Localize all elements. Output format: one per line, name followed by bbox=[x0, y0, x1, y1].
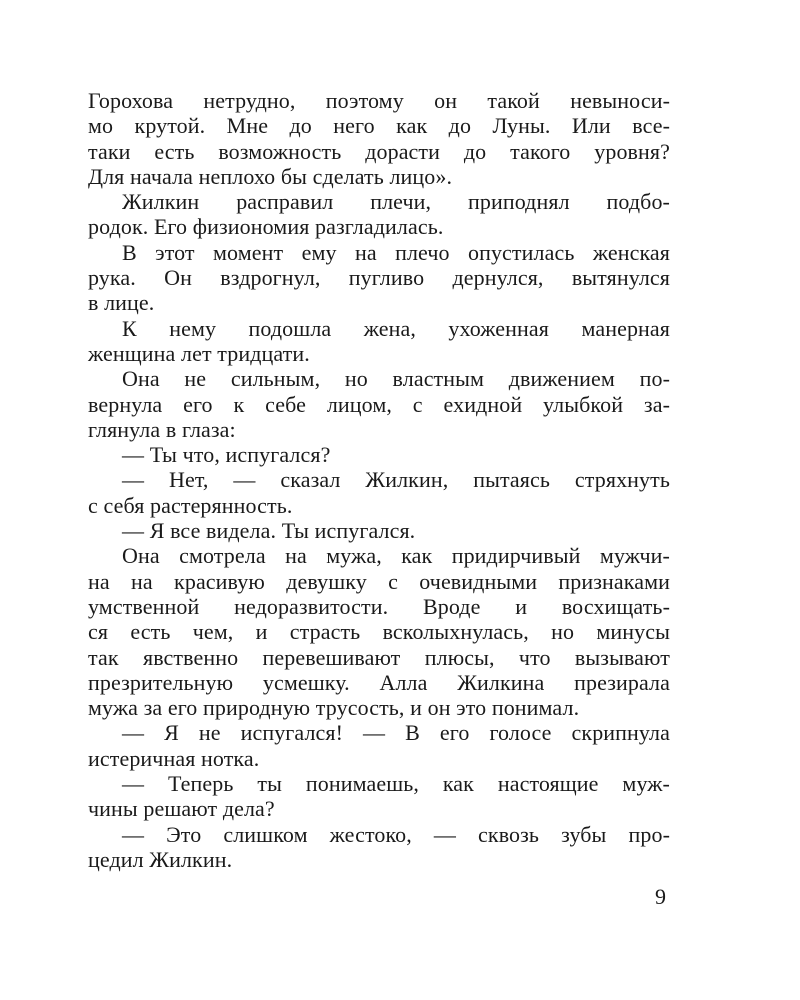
text-line: с себя растерянность. bbox=[88, 492, 293, 518]
text-line: презрительную усмешку. Алла Жилкина презирала bbox=[88, 669, 670, 695]
dialogue-line: — Ты что, испугался? bbox=[122, 442, 331, 468]
text-line: Жилкин расправил плечи, приподнял подбо- bbox=[122, 189, 670, 215]
text-line: глянула в глаза: bbox=[88, 416, 236, 442]
text-line: женщина лет тридцати. bbox=[88, 340, 310, 366]
text-line: Она смотрела на мужа, как придирчивый мужчи- bbox=[122, 543, 670, 569]
text-line: мужа за его природную трусость, и он это понимал. bbox=[88, 695, 580, 721]
text-line: Она не сильным, но властным движением по- bbox=[122, 366, 670, 392]
text-line: мо крутой. Мне до него как до Луны. Или все- bbox=[88, 113, 670, 139]
dialogue-line: — Я все видела. Ты испугался. bbox=[122, 518, 416, 544]
dialogue-line: — Это слишком жестоко, — сквозь зубы про- bbox=[122, 821, 670, 847]
text-line: на на красивую девушку с очевидными признаками bbox=[88, 568, 670, 594]
text-line: чины решают дела? bbox=[88, 796, 275, 822]
text-line: Для начала неплохо бы сделать лицо». bbox=[88, 163, 453, 189]
text-line: таки есть возможность дорасти до такого уровня? bbox=[88, 138, 670, 164]
text-line: вернула его к себе лицом, с ехидной улыбкой за- bbox=[88, 391, 670, 417]
page-body bbox=[88, 88, 670, 872]
dialogue-line: — Нет, — сказал Жилкин, пытаясь стряхнуть bbox=[122, 467, 670, 493]
text-line: цедил Жилкин. bbox=[88, 846, 233, 872]
text-line: истеричная нотка. bbox=[88, 745, 260, 771]
text-line: Горохова нетрудно, поэтому он такой невыноси- bbox=[88, 88, 670, 113]
text-line: в лице. bbox=[88, 290, 155, 316]
dialogue-line: — Я не испугался! — В его голосе скрипнула bbox=[122, 720, 670, 746]
text-line: так явственно перевешивают плюсы, что вызывают bbox=[88, 644, 670, 670]
dialogue-line: — Теперь ты понимаешь, как настоящие муж- bbox=[122, 771, 670, 797]
text-line: рука. Он вздрогнул, пугливо дернулся, вытянулся bbox=[88, 265, 670, 291]
text-line: ся есть чем, и страсть всколыхнулась, но минусы bbox=[88, 619, 670, 645]
text-line: В этот момент ему на плечо опустилась женская bbox=[122, 239, 670, 265]
text-line: умственной недоразвитости. Вроде и восхищать- bbox=[88, 593, 670, 619]
text-line: К нему подошла жена, ухоженная манерная bbox=[122, 315, 670, 341]
text-line: родок. Его физиономия разгладилась. bbox=[88, 214, 444, 240]
page-number: 9 bbox=[655, 884, 666, 909]
